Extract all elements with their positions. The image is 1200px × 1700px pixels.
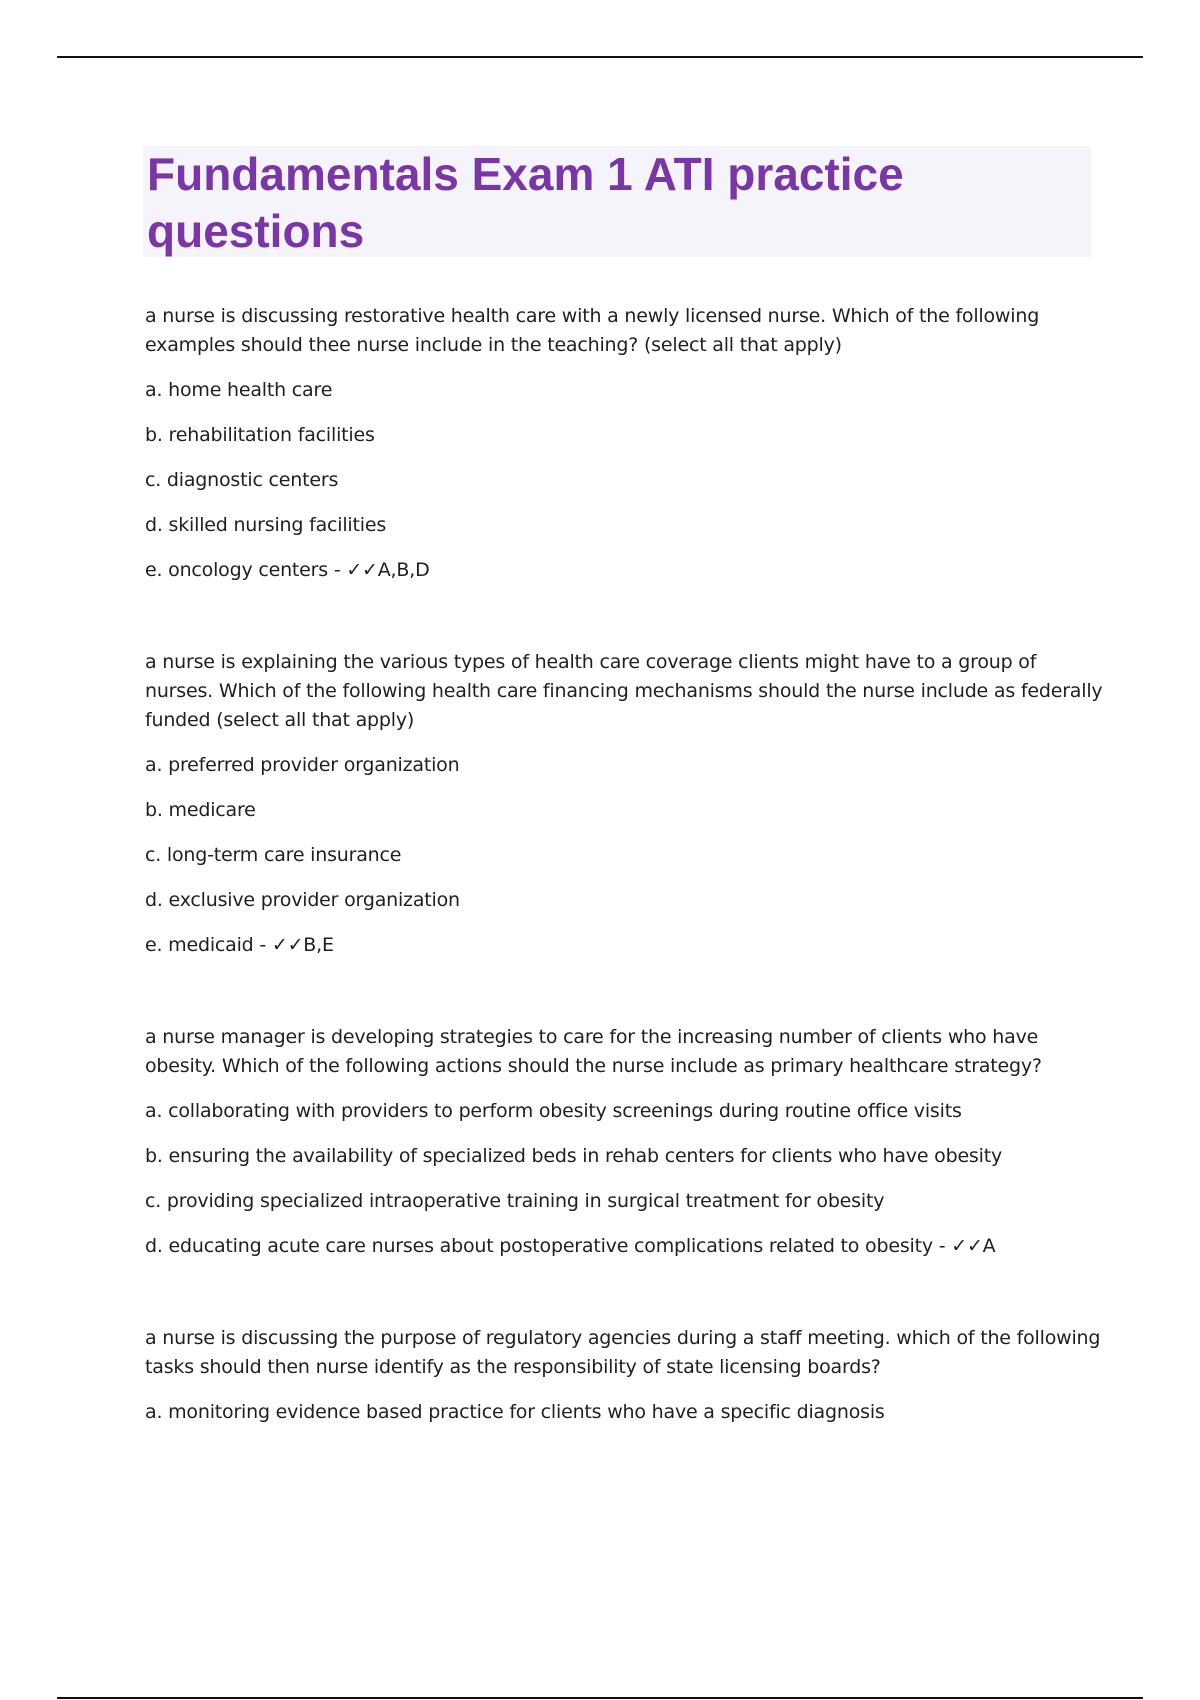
question-block-4 — [145, 1324, 1105, 1428]
answer-option: a. monitoring evidence based practice for clients who have a specific diagnosis — [145, 1401, 885, 1423]
question-stem: a nurse manager is developing strategies to care for the increasing number of clients who have obesity. Which of the following actions should the nurse include as primary healthcare strategy? — [145, 1026, 1042, 1077]
answer-option-with-key: e. oncology centers - ✓✓A,B,D — [145, 559, 430, 581]
question-block-2 — [145, 648, 1105, 961]
answer-option: b. rehabilitation facilities — [145, 424, 375, 446]
answer-option-with-key: d. educating acute care nurses about postoperative complications related to obesity - ✓✓A — [145, 1235, 996, 1257]
question-stem: a nurse is explaining the various types of health care coverage clients might have to a group of nurses. Which of the following health care financing mechanisms should the nurse include as federally funded (select all that apply) — [145, 651, 1103, 731]
answer-option: a. home health care — [145, 379, 333, 401]
question-stem: a nurse is discussing the purpose of regulatory agencies during a staff meeting. which of the following tasks should then nurse identify as the responsibility of state licensing boards? — [145, 1327, 1101, 1378]
answer-option-with-key: e. medicaid - ✓✓B,E — [145, 934, 334, 956]
footer-rule — [57, 1697, 1143, 1699]
answer-option: b. ensuring the availability of specialized beds in rehab centers for clients who have obesity — [145, 1145, 1003, 1167]
answer-option: c. providing specialized intraoperative training in surgical treatment for obesity — [145, 1190, 885, 1212]
question-block-1 — [145, 302, 1105, 586]
question-list — [145, 302, 1105, 1490]
title-block — [143, 146, 1091, 257]
answer-option: d. skilled nursing facilities — [145, 514, 387, 536]
answer-option: b. medicare — [145, 799, 256, 821]
document-title: Fundamentals Exam 1 ATI practice questions — [147, 148, 904, 257]
answer-option: c. diagnostic centers — [145, 469, 339, 491]
answer-option: a. collaborating with providers to perform obesity screenings during routine office visits — [145, 1100, 962, 1122]
answer-option: c. long-term care insurance — [145, 844, 402, 866]
question-block-3 — [145, 1023, 1105, 1262]
answer-option: a. preferred provider organization — [145, 754, 460, 776]
answer-option: d. exclusive provider organization — [145, 889, 460, 911]
header-rule — [57, 56, 1143, 58]
question-stem: a nurse is discussing restorative health care with a newly licensed nurse. Which of the following examples should thee nurse include in the teaching? (select all that apply) — [145, 305, 1040, 356]
